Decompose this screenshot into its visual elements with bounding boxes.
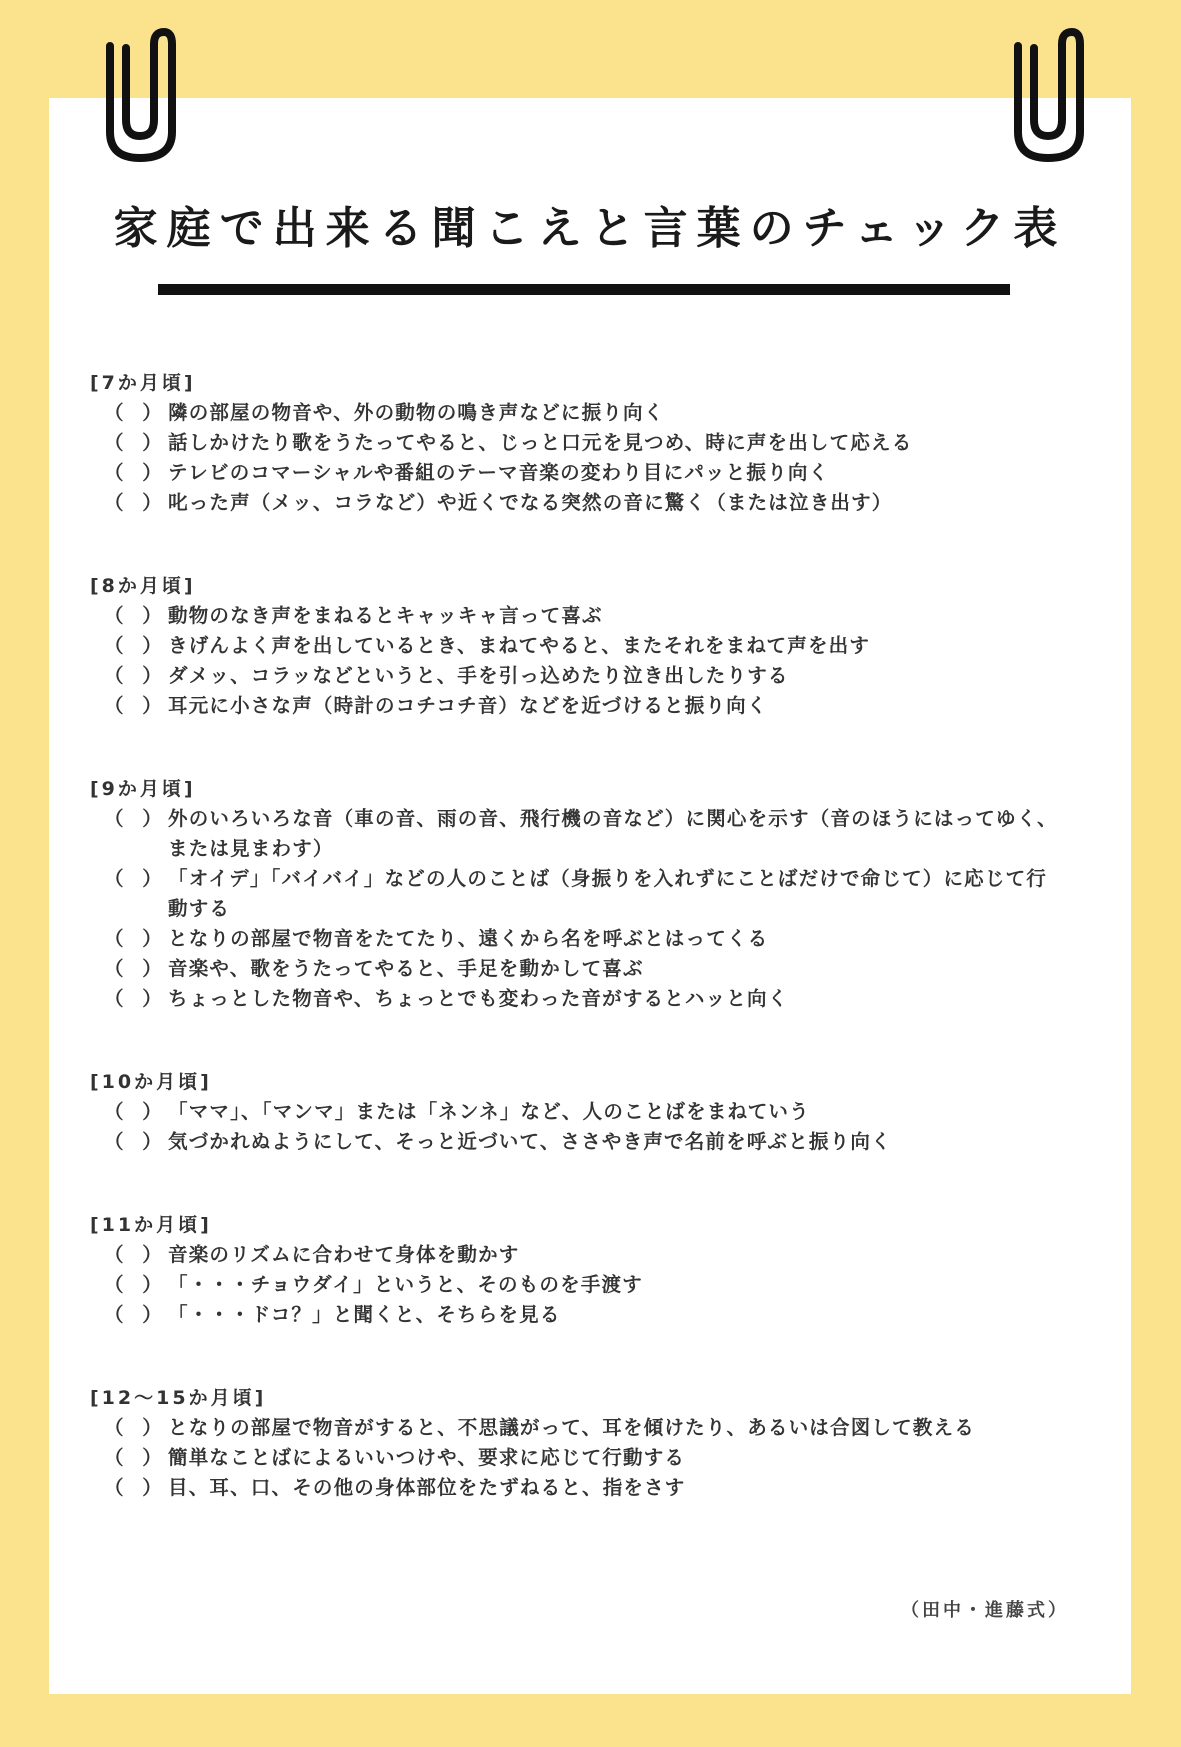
- item-text: となりの部屋で物音がすると、不思議がって、耳を傾けたり、あるいは合図して教える: [168, 1416, 975, 1439]
- checklist-item: [90, 488, 1080, 518]
- checkbox-parens[interactable]: （ ）: [104, 401, 168, 424]
- section-heading: [10か月頃]: [90, 1071, 212, 1093]
- item-text: きげんよく声を出しているとき、まねてやると、またそれをまねて声を出す: [168, 634, 871, 657]
- item-text: ダメッ、コラッなどというと、手を引っ込めたり泣き出したりする: [168, 664, 789, 687]
- section-heading: [12～15か月頃]: [90, 1387, 267, 1409]
- checklist-item: [90, 864, 1080, 924]
- item-text: 隣の部屋の物音や、外の動物の鳴き声などに振り向く: [168, 401, 665, 424]
- age-section: [90, 1210, 1080, 1330]
- item-text: 気づかれぬようにして、そっと近づいて、ささやき声で名前を呼ぶと振り向く: [168, 1130, 892, 1153]
- page-title: 家庭で出来る聞こえと言葉のチェック表: [113, 203, 1067, 254]
- checklist-item: [90, 398, 1080, 428]
- item-text: 音楽のリズムに合わせて身体を動かす: [168, 1243, 520, 1266]
- checklist-item: [90, 691, 1080, 721]
- age-section: [90, 1067, 1080, 1157]
- checkbox-parens[interactable]: （ ）: [104, 1243, 168, 1266]
- checkbox-parens[interactable]: （ ）: [104, 1100, 168, 1123]
- age-section: [90, 1383, 1080, 1503]
- checklist-item: [90, 458, 1080, 488]
- checklist-item: [90, 1413, 1080, 1443]
- checklist-item: [90, 984, 1080, 1014]
- credit-note: （田中・進藤式）: [901, 1600, 1069, 1621]
- checkbox-parens[interactable]: （ ）: [104, 604, 168, 627]
- checkbox-parens[interactable]: （ ）: [104, 431, 168, 454]
- paperclip-icon: [1012, 28, 1084, 164]
- age-section: [90, 774, 1080, 1014]
- checklist-item: [90, 428, 1080, 458]
- checkbox-parens[interactable]: （ ）: [104, 1303, 168, 1326]
- checklist-item: [90, 1127, 1080, 1157]
- item-text: 「オイデ」「バイバイ」などの人のことば（身振りを入れずにことばだけで命じて）に応じて行動する: [168, 867, 1047, 920]
- checklist-item: [90, 1270, 1080, 1300]
- checkbox-parens[interactable]: （ ）: [104, 927, 168, 950]
- item-text: 目、耳、口、その他の身体部位をたずねると、指をさす: [168, 1476, 686, 1499]
- checklist-item: [90, 601, 1080, 631]
- checklist-item: [90, 1443, 1080, 1473]
- checkbox-parens[interactable]: （ ）: [104, 1416, 168, 1439]
- age-section: [90, 571, 1080, 721]
- checkbox-parens[interactable]: （ ）: [104, 807, 168, 830]
- checkbox-parens[interactable]: （ ）: [104, 987, 168, 1010]
- checkbox-parens[interactable]: （ ）: [104, 634, 168, 657]
- checklist-item: [90, 631, 1080, 661]
- checkbox-parens[interactable]: （ ）: [104, 664, 168, 687]
- item-text: 耳元に小さな声（時計のコチコチ音）などを近づけると振り向く: [168, 694, 768, 717]
- section-heading: [9か月頃]: [90, 778, 196, 800]
- section-heading: [7か月頃]: [90, 372, 196, 394]
- checklist-item: [90, 661, 1080, 691]
- checklist-item: [90, 1240, 1080, 1270]
- section-heading: [8か月頃]: [90, 575, 196, 597]
- checklist-content: [90, 368, 1080, 1556]
- checkbox-parens[interactable]: （ ）: [104, 1130, 168, 1153]
- checklist-item: [90, 954, 1080, 984]
- checkbox-parens[interactable]: （ ）: [104, 867, 168, 890]
- item-text: となりの部屋で物音をたてたり、遠くから名を呼ぶとはってくる: [168, 927, 769, 950]
- checkbox-parens[interactable]: （ ）: [104, 491, 168, 514]
- paperclip-icon: [104, 28, 176, 164]
- item-text: 音楽や、歌をうたってやると、手足を動かして喜ぶ: [168, 957, 644, 980]
- checkbox-parens[interactable]: （ ）: [104, 1446, 168, 1469]
- section-heading: [11か月頃]: [90, 1214, 212, 1236]
- item-text: ちょっとした物音や、ちょっとでも変わった音がするとハッと向く: [168, 987, 789, 1010]
- item-text: 「・・・チョウダイ」というと、そのものを手渡す: [168, 1273, 643, 1296]
- item-text: 簡単なことばによるいいつけや、要求に応じて行動する: [168, 1446, 686, 1469]
- item-text: 外のいろいろな音（車の音、雨の音、飛行機の音など）に関心を示す（音のほうにはってゆく、または見まわす）: [168, 807, 1058, 860]
- item-text: 「ママ」、「マンマ」または「ネンネ」など、人のことばをまねていう: [168, 1100, 810, 1123]
- item-text: 話しかけたり歌をうたってやると、じっと口元を見つめ、時に声を出して応える: [168, 431, 913, 454]
- item-text: 叱った声（メッ、コラなど）や近くでなる突然の音に驚く（または泣き出す）: [168, 491, 893, 514]
- item-text: テレビのコマーシャルや番組のテーマ音楽の変わり目にパッと振り向く: [168, 461, 830, 484]
- checkbox-parens[interactable]: （ ）: [104, 1273, 168, 1296]
- title-underline: [158, 284, 1010, 295]
- checklist-item: [90, 1300, 1080, 1330]
- checkbox-parens[interactable]: （ ）: [104, 1476, 168, 1499]
- age-section: [90, 368, 1080, 518]
- item-text: 「・・・ドコ？」と聞くと、そちらを見る: [168, 1303, 561, 1326]
- checkbox-parens[interactable]: （ ）: [104, 461, 168, 484]
- checkbox-parens[interactable]: （ ）: [104, 694, 168, 717]
- checklist-item: [90, 924, 1080, 954]
- checklist-item: [90, 1473, 1080, 1503]
- checklist-item: [90, 1097, 1080, 1127]
- checkbox-parens[interactable]: （ ）: [104, 957, 168, 980]
- item-text: 動物のなき声をまねるとキャッキャ言って喜ぶ: [168, 604, 603, 627]
- checklist-item: [90, 804, 1080, 864]
